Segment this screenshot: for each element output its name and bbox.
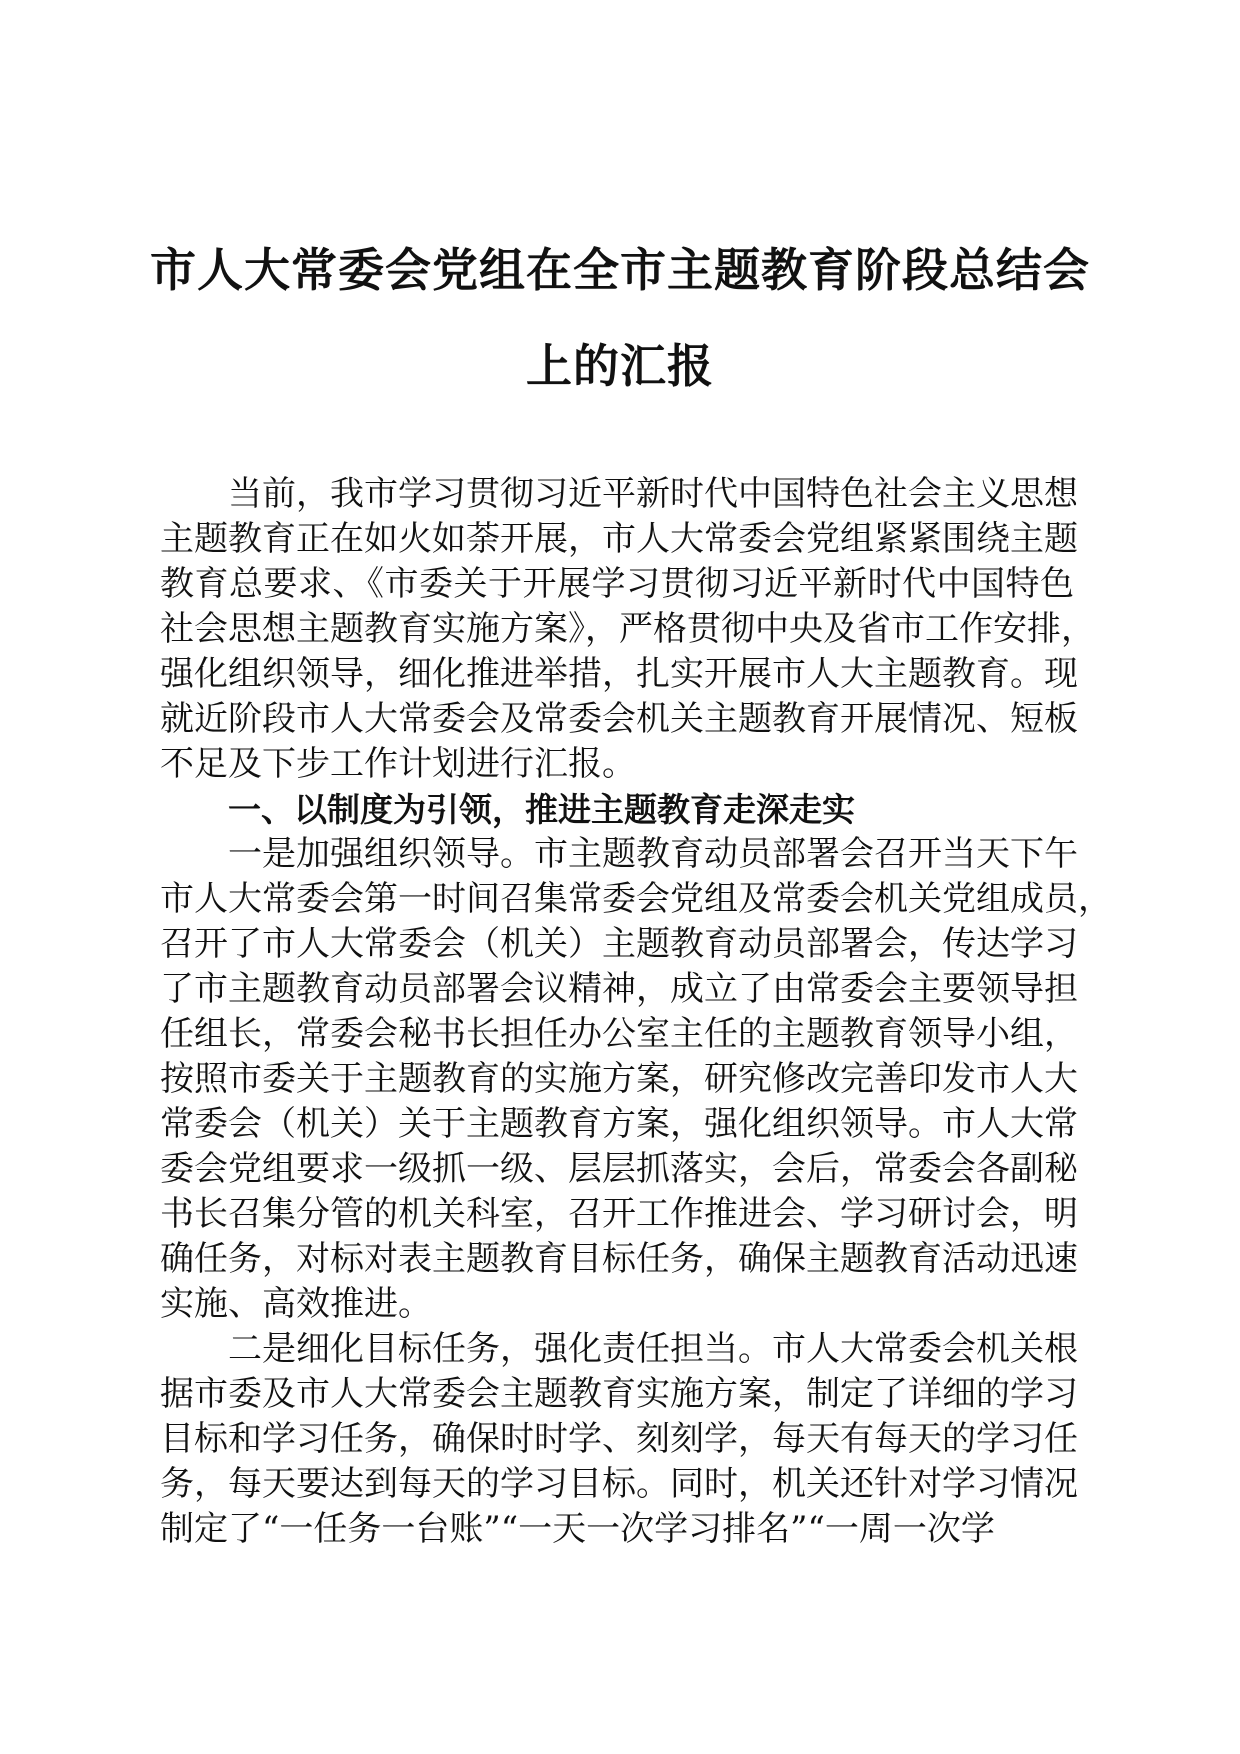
text-line: 就近阶段市人大常委会及常委会机关主题教育开展情况、短板 xyxy=(160,699,1078,739)
text-line: 当前，我市学习贯彻习近平新时代中国特色社会主义思想 xyxy=(228,474,1078,514)
text-line: 实施、高效推进。 xyxy=(160,1284,432,1324)
text-line: 务，每天要达到每天的学习目标。同时，机关还针对学习情况 xyxy=(160,1464,1078,1504)
text-line: 书长召集分管的机关科室，召开工作推进会、学习研讨会，明 xyxy=(160,1194,1078,1234)
text-line: 社会思想主题教育实施方案》，严格贯彻中央及省市工作安排， xyxy=(160,609,1095,649)
text-line: 了市主题教育动员部署会议精神，成立了由常委会主要领导担 xyxy=(160,969,1078,1009)
document-body xyxy=(160,472,1112,1552)
text-line: 制定了“一任务一台账”“一天一次学习排名”“一周一次学 xyxy=(160,1509,995,1549)
text-line: 主题教育正在如火如荼开展，市人大常委会党组紧紧围绕主题 xyxy=(160,519,1078,559)
title-line-1: 市人大常委会党组在全市主题教育阶段总结会 xyxy=(150,243,1090,297)
text-line: 常委会（机关）关于主题教育方案，强化组织领导。市人大常 xyxy=(160,1104,1078,1144)
text-line: 目标和学习任务，确保时时学、刻刻学，每天有每天的学习任 xyxy=(160,1419,1078,1459)
document-title xyxy=(150,222,1090,414)
text-line: 一、以制度为引领，推进主题教育走深走实 xyxy=(228,790,855,829)
text-line: 一是加强组织领导。市主题教育动员部署会召开当天下午 xyxy=(228,834,1078,874)
section-heading xyxy=(160,787,1074,832)
paragraph xyxy=(160,832,1112,1327)
text-line: 据市委及市人大常委会主题教育实施方案，制定了详细的学习 xyxy=(160,1374,1078,1414)
text-line: 不足及下步工作计划进行汇报。 xyxy=(160,744,636,784)
text-line: 市人大常委会第一时间召集常委会党组及常委会机关党组成员， xyxy=(160,879,1112,919)
text-line: 强化组织领导，细化推进举措，扎实开展市人大主题教育。现 xyxy=(160,654,1078,694)
text-line: 教育总要求、《市委关于开展学习贯彻习近平新时代中国特色 xyxy=(160,564,1074,604)
paragraph xyxy=(160,472,1095,787)
text-line: 二是细化目标任务，强化责任担当。市人大常委会机关根 xyxy=(228,1329,1078,1369)
text-line: 委会党组要求一级抓一级、层层抓落实，会后，常委会各副秘 xyxy=(160,1149,1078,1189)
title-line-2: 上的汇报 xyxy=(526,339,714,393)
text-line: 按照市委关于主题教育的实施方案，研究修改完善印发市人大 xyxy=(160,1059,1078,1099)
text-line: 确任务，对标对表主题教育目标任务，确保主题教育活动迅速 xyxy=(160,1239,1078,1279)
text-line: 任组长，常委会秘书长担任办公室主任的主题教育领导小组， xyxy=(160,1014,1078,1054)
paragraph xyxy=(160,1327,1078,1552)
text-line: 召开了市人大常委会（机关）主题教育动员部署会，传达学习 xyxy=(160,924,1078,964)
